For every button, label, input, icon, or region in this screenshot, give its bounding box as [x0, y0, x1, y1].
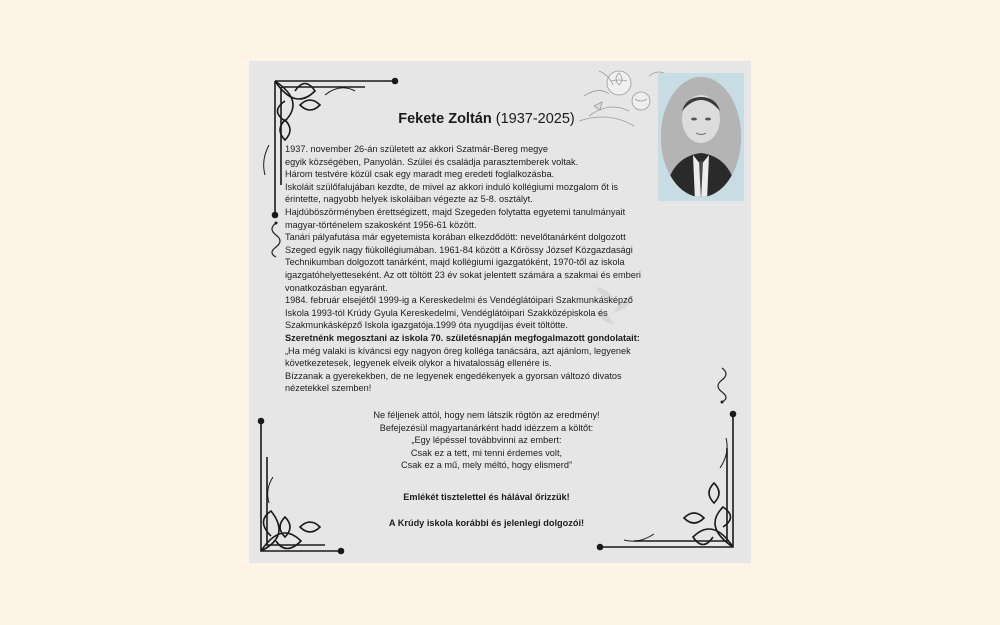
life-years: (1937-2025) — [495, 111, 575, 127]
scroll-ornament-left-icon — [267, 221, 285, 259]
body-line: 1984. február elsejétől 1999-ig a Kereskedelmi és Vendéglátóipari Szakmunkásképző — [285, 295, 633, 306]
page-title — [249, 111, 724, 127]
scroll-ornament-right-icon — [713, 366, 731, 404]
center-line: Befejezésül magyartanárként hadd idézzem a költőt: — [379, 422, 594, 433]
center-line: Csak ez a mű, mely méltó, hogy elismerd” — [400, 460, 573, 471]
quote-line: „Ha még valaki is kíváncsi egy nagyon öreg kolléga tanácsára, azt ajánlom, legyenek — [285, 345, 631, 356]
body-line: érintette, nagyobb helyek iskoláiban végezte az 5-8. osztályt. — [285, 194, 533, 205]
closing-remembrance — [249, 491, 724, 504]
center-line: „Egy lépéssel továbbvinni az embert: — [411, 435, 562, 446]
body-line: Szakmunkásképző Iskola igazgatója.1999 óta nyugdíjas éveit töltötte. — [285, 320, 568, 331]
body-line: Technikumban dolgozott tanárként, majd kollégiumi igazgatóként, 1970-től az iskola — [285, 257, 625, 268]
body-line: Szeged egyik nagy fiúkollégiumában. 1961-84 között a Kőrössy József Közgazdasági — [285, 244, 633, 255]
body-line: igazgatóhelyetteseként. Az ott töltött 23 év sokat jelentett számára a szakmai és emberi — [285, 269, 641, 280]
quote-line: következetesek, legyenek elveik olykor a hivatalosság ellenére is. — [285, 358, 552, 369]
biography-text — [285, 143, 680, 395]
share-heading: Szeretnénk megosztani az iskola 70. születésnapján megfogalmazott gondolatait: — [285, 332, 640, 343]
body-line: Iskoláit szülőfalujában kezdte, de mivel az akkori induló kollégiumi mozgalom őt is — [285, 181, 618, 192]
body-line: Tanári pályafutása már egyetemista korában elkezdődött: nevelőtanárként dolgozott — [285, 232, 626, 243]
centered-quote — [249, 409, 724, 472]
center-line: Csak ez a tett, mi tenni érdemes volt, — [410, 447, 563, 458]
quote-line: Bízzanak a gyerekekben, de ne legyenek engedékenyek a gyorsan változó divatos — [285, 370, 622, 381]
body-line: Hajdúböszörményben érettségizett, majd Szegeden folytatta egyetemi tanulmányait — [285, 206, 626, 217]
body-line: vonatkozásban egyaránt. — [285, 282, 388, 293]
body-line: egyik községében, Panyolán. Szülei és családja parasztemberek voltak. — [285, 156, 579, 167]
center-line: Ne féljenek attól, hogy nem látszik rögtön az eredmény! — [373, 410, 600, 420]
closing-signature — [249, 517, 724, 530]
body-line: Iskola 1993-tól Krúdy Gyula Kereskedelmi, Vendéglátóipari Szakközépiskola és — [285, 307, 608, 318]
person-name: Fekete Zoltán — [398, 111, 492, 127]
body-line: 1937. november 26-án született az akkori Szatmár-Bereg megye — [285, 144, 548, 154]
body-line: Három testvére közül csak egy maradt meg eredeti foglalkozásba. — [285, 169, 555, 180]
closing-line-1: Emlékét tisztelettel és hálával őrizzük! — [403, 492, 570, 502]
memorial-card — [249, 61, 751, 563]
body-line: magyar-történelem szakosként 1956-61 között. — [285, 219, 477, 230]
quote-line: nézetekkel szemben! — [285, 383, 372, 394]
closing-line-2: A Krúdy iskola korábbi és jelenlegi dolgozói! — [388, 518, 585, 528]
